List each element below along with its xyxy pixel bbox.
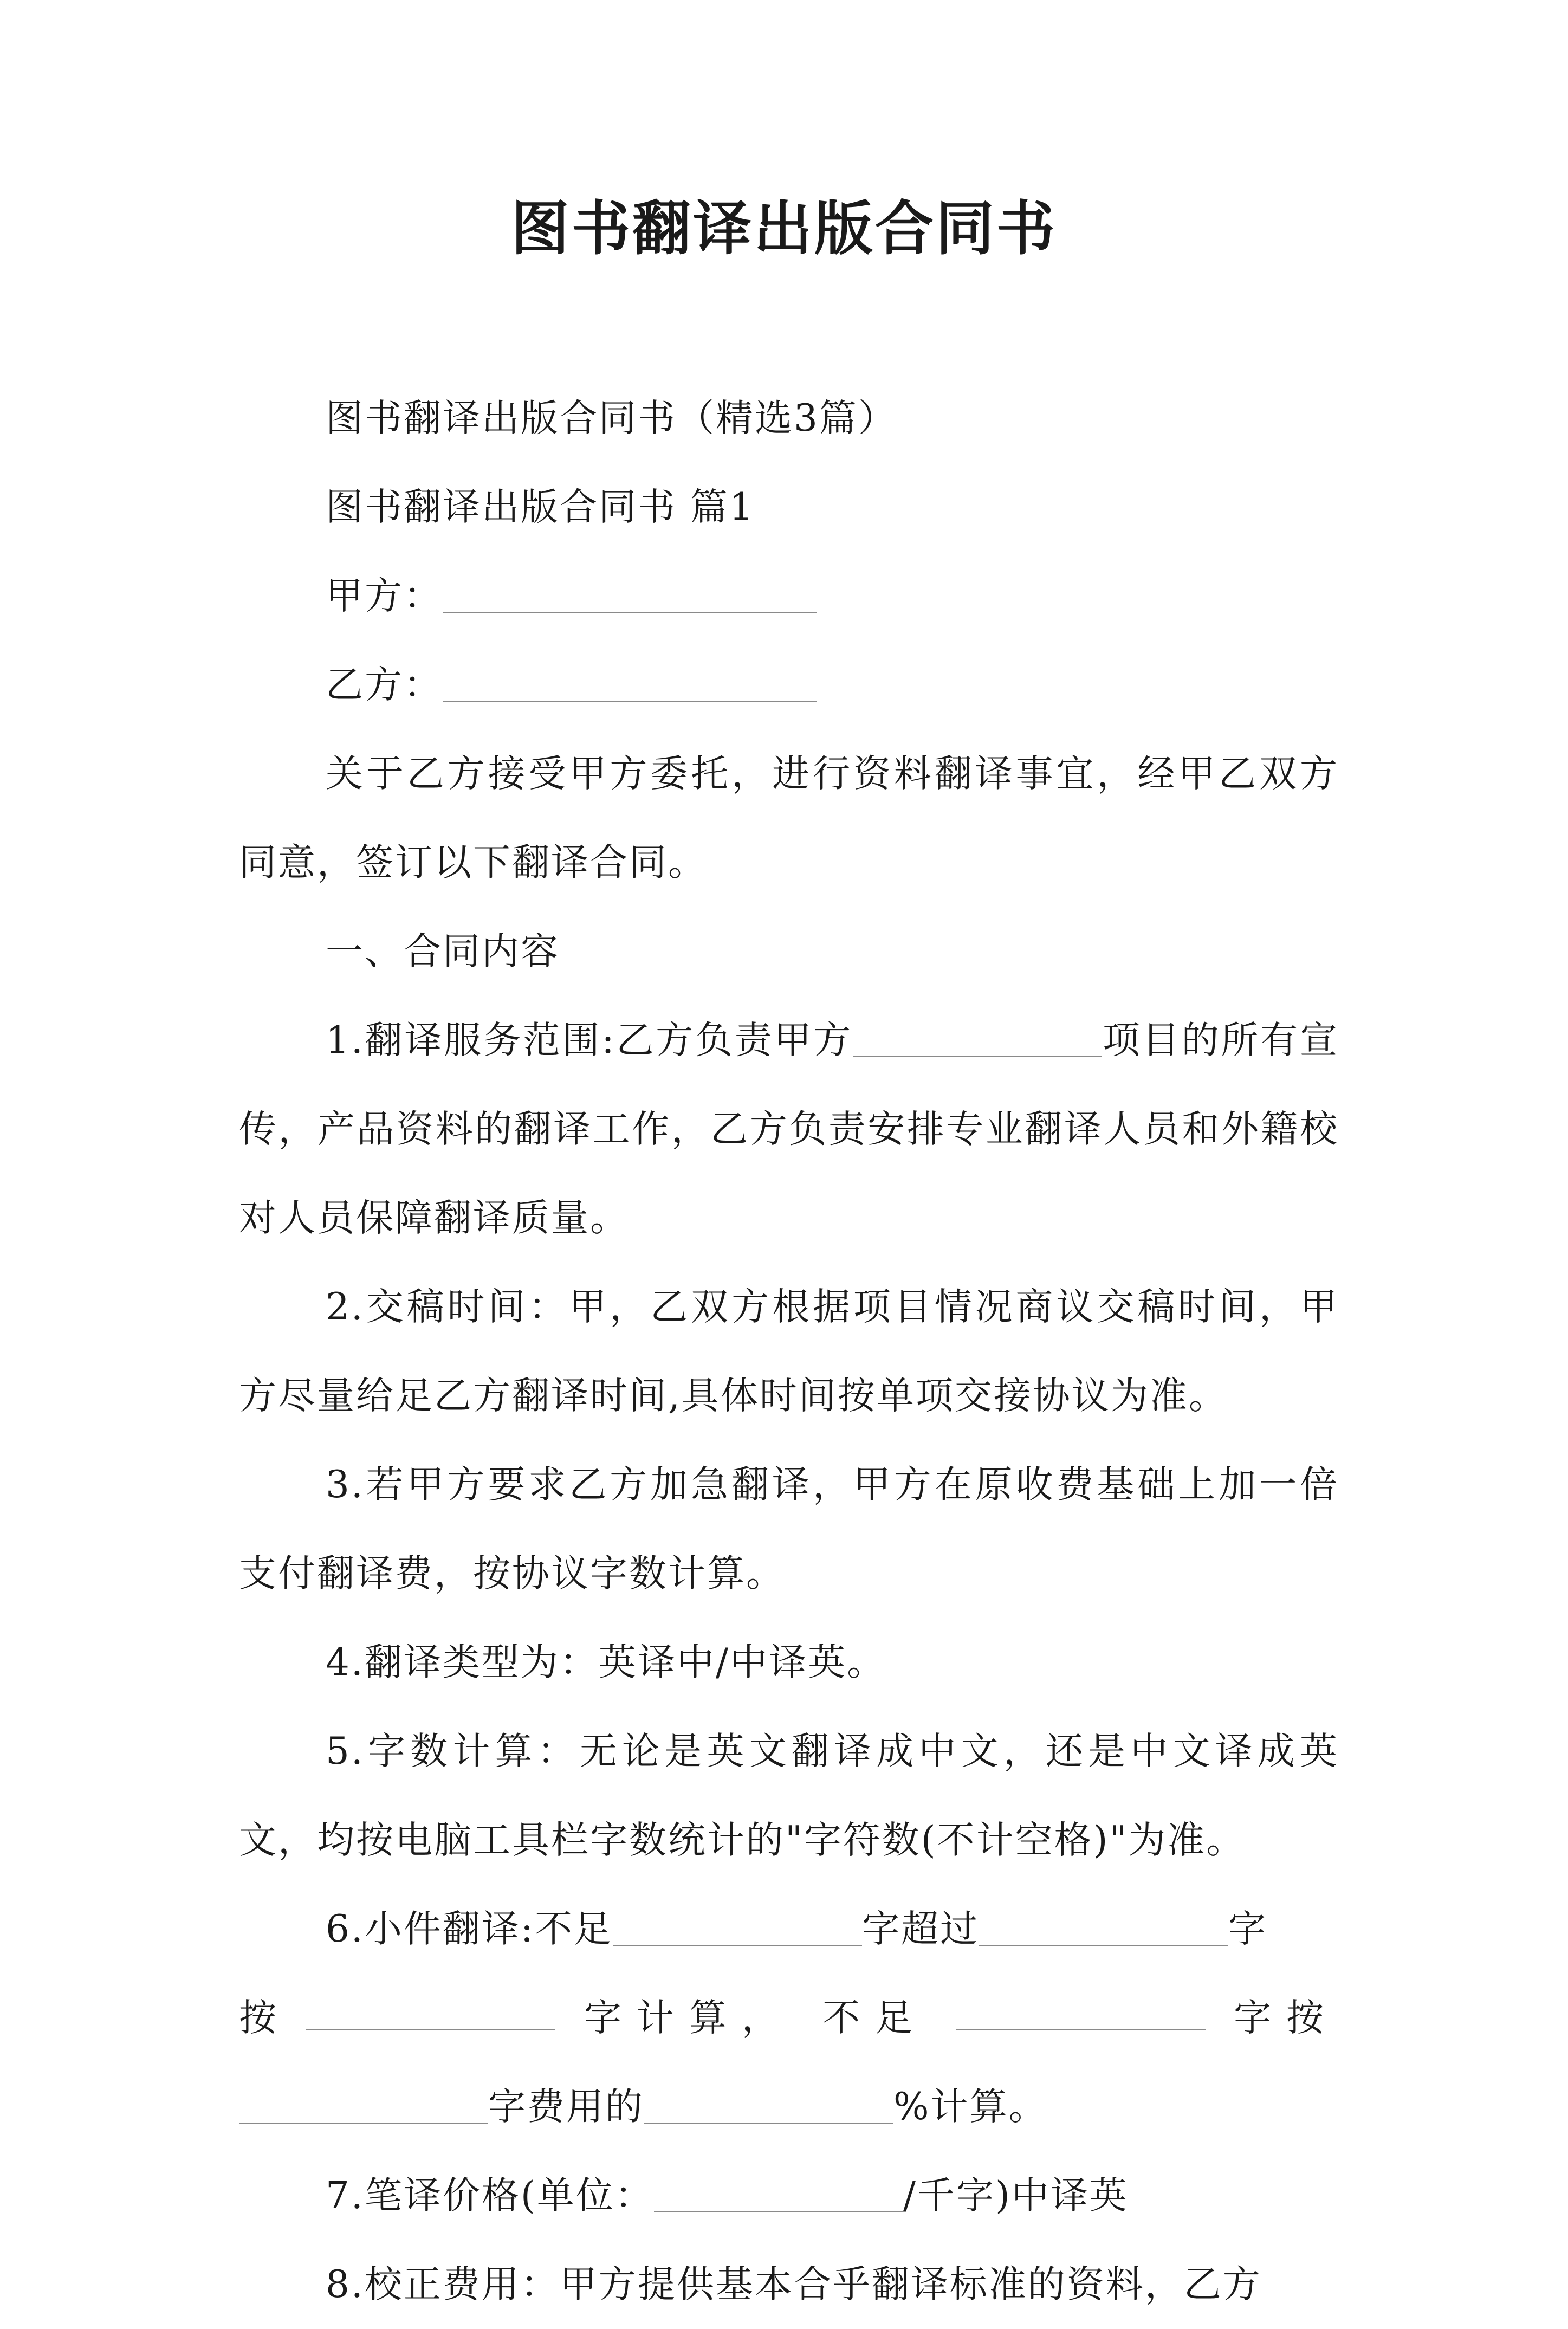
subtitle: 图书翻译出版合同书（精选3篇）: [326, 397, 897, 440]
item-6-text-h: 字费用的: [488, 2085, 644, 2129]
item-4: 4.翻译类型为：英译中/中译英。: [326, 1641, 886, 1684]
party-b-label: 乙方：: [326, 663, 443, 707]
item-6-text-f: 不足: [822, 1996, 928, 2040]
item-7-text-b: /千字)中译英: [903, 2174, 1129, 2217]
item-6-text-c: 字: [1228, 1907, 1268, 1951]
item-6-text-b: 字超过: [862, 1907, 980, 1951]
item-3: 3.若甲方要求乙方加急翻译，甲方在原收费基础上加一倍支付翻译费，按协议字数计算。: [239, 1463, 1339, 1595]
party-a-line: [239, 552, 1339, 641]
item-6-text-d: 按: [239, 1996, 278, 2040]
item-6-blank-6: [644, 2084, 893, 2124]
item-6-text-a: 6.小件翻译:不足: [326, 1907, 613, 1951]
item-6-line-2: [239, 1974, 1339, 2062]
item-1: [239, 996, 1339, 1263]
party-b-blank: [443, 662, 817, 702]
party-a-label: 甲方：: [326, 574, 443, 618]
item-6: [239, 1885, 1339, 1974]
item-6-blank-5: [239, 2084, 488, 2124]
item-7-blank: [654, 2172, 903, 2212]
section-one-heading: 一、合同内容: [326, 930, 560, 973]
intro-paragraph: 关于乙方接受甲方委托，进行资料翻译事宜，经甲乙双方同意，签订以下翻译合同。: [239, 752, 1339, 884]
item-6-blank-1: [613, 1906, 862, 1946]
item-7: [239, 2151, 1339, 2240]
item-5: 5.字数计算：无论是英文翻译成中文，还是中文译成英文，均按电脑工具栏字数统计的"字符数(不计空格)"为准。: [239, 1730, 1339, 1862]
item-6-blank-3: [306, 1990, 555, 2030]
item-6-text-e: 字计算，: [584, 1996, 794, 2040]
party-b-line: [239, 641, 1339, 729]
item-6-line-3: [239, 2062, 1339, 2151]
item-6-text-i: %计算。: [893, 2085, 1048, 2129]
document-body: [239, 374, 1339, 2329]
item-6-blank-4: [956, 1990, 1206, 2030]
item-1-text-a: 1.翻译服务范围:乙方负责甲方: [326, 1019, 853, 1062]
item-7-text-a: 7.笔译价格(单位：: [326, 2174, 654, 2217]
item-8: 8.校正费用：甲方提供基本合乎翻译标准的资料，乙方: [326, 2263, 1262, 2306]
item-1-blank: [853, 1017, 1102, 1057]
party-a-blank: [443, 573, 817, 613]
item-1-text-b: 项目的所有宣传，产品资料的翻译工作，乙方负责安排专业翻译人员和外籍校对人员保障翻译质量。: [239, 1019, 1339, 1240]
section-heading: 图书翻译出版合同书 篇1: [326, 486, 755, 529]
document-title: 图书翻译出版合同书: [510, 195, 1057, 263]
item-2: 2.交稿时间：甲，乙双方根据项目情况商议交稿时间，甲方尽量给足乙方翻译时间,具体时间按单项交接协议为准。: [239, 1285, 1339, 1418]
item-6-text-g: 字按: [1233, 1996, 1339, 2040]
item-6-blank-2: [979, 1906, 1228, 1946]
